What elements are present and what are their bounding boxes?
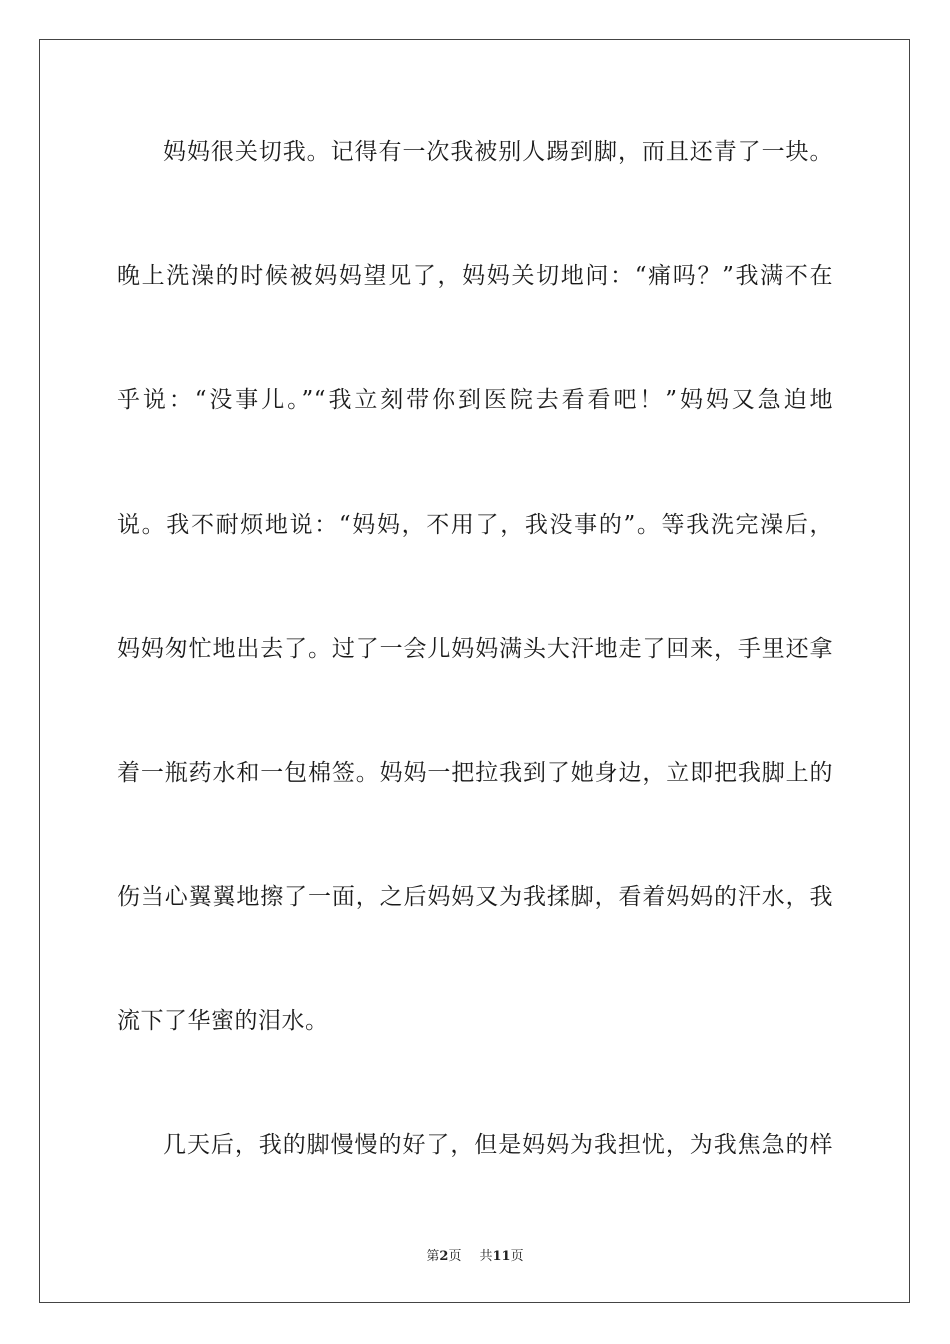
paragraph-line: 几天后，我的脚慢慢的好了，但是妈妈为我担忧，为我焦急的样 <box>163 1132 833 1158</box>
paragraph-line: 说。我不耐烦地说：“妈妈，不用了，我没事的”。等我洗完澡后， <box>117 512 833 538</box>
page-footer <box>0 1248 950 1266</box>
page-frame <box>39 39 910 1303</box>
page-number: 2 <box>439 1249 449 1264</box>
page-suffix: 页 <box>448 1249 462 1264</box>
paragraph-line: 着一瓶药水和一包棉签。妈妈一把拉我到了她身边，立即把我脚上的 <box>117 760 833 786</box>
paragraph-line: 晚上洗澡的时候被妈妈望见了，妈妈关切地问：“痛吗？”我满不在 <box>117 263 833 289</box>
paragraph-line: 妈妈匆忙地出去了。过了一会儿妈妈满头大汗地走了回来，手里还拿 <box>117 636 833 662</box>
paragraph-line: 乎说：“没事儿。”“我立刻带你到医院去看看吧！”妈妈又急迫地 <box>117 387 833 413</box>
total-suffix: 页 <box>510 1249 524 1264</box>
page-prefix: 第 <box>426 1249 440 1264</box>
total-pages: 11 <box>492 1249 511 1264</box>
paragraph-line: 流下了华蜜的泪水。 <box>117 1008 329 1034</box>
paragraph-line: 伤当心翼翼地擦了一面，之后妈妈又为我揉脚，看着妈妈的汗水，我 <box>117 884 833 910</box>
total-prefix: 共 <box>479 1249 493 1264</box>
paragraph-line: 妈妈很关切我。记得有一次我被别人踢到脚，而且还青了一块。 <box>163 139 833 165</box>
